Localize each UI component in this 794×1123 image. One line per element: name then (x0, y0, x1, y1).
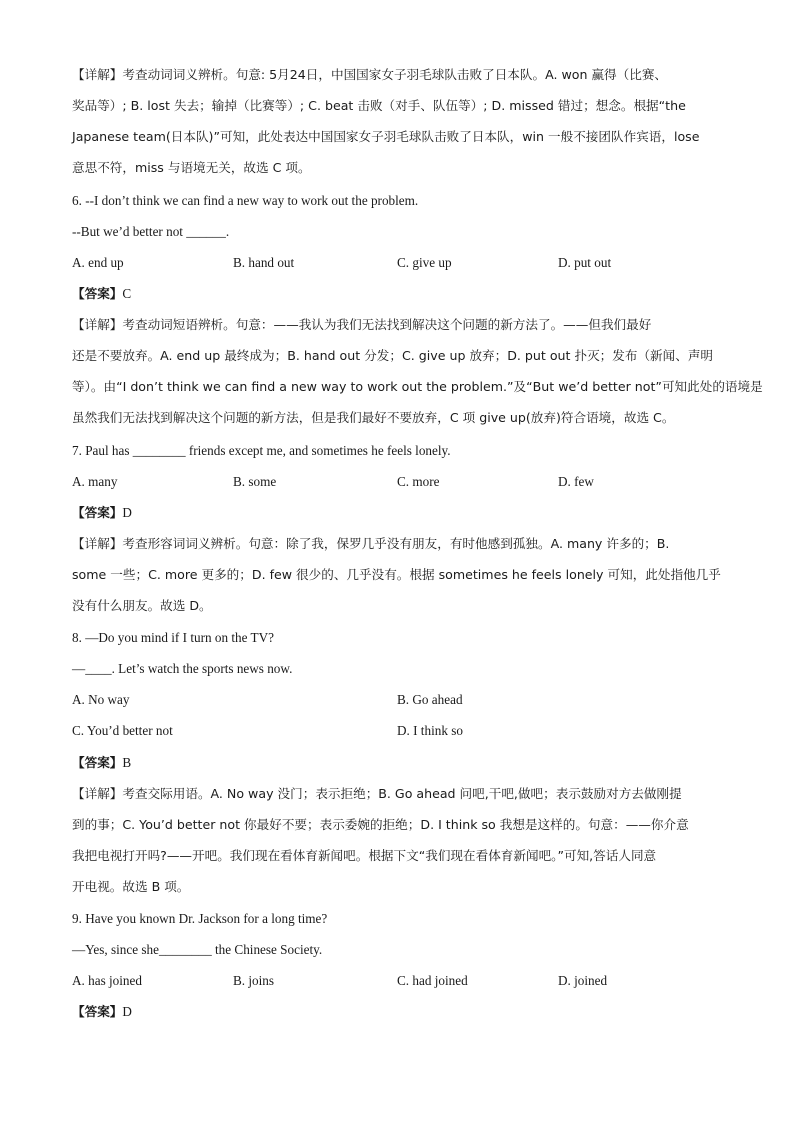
answer-label: 【答案】 (72, 505, 123, 520)
q8-line2: —____. Let’s watch the sports news now. (72, 661, 293, 676)
q5-detail-line-3: Japanese team(日本队)”可知，此处表达中国国家女子羽毛球队击败了日本队，win 一般不接团队作宾语，lose (72, 129, 700, 144)
q9-answer-value: D (122, 1004, 132, 1019)
q8-option-c: C. You’d better not (72, 723, 173, 738)
q9-option-d: D. joined (558, 973, 608, 988)
q8-detail-line-3: 我把电视打开吗?——开吧。我们现在看体育新闻吧。根据下文“我们现在看体育新闻吧。”可知,答话人同意 (72, 848, 657, 863)
q8-detail-line-4: 开电视。故选 B 项。 (72, 879, 190, 894)
q7-option-d: D. few (558, 474, 594, 489)
q9-option-b: B. joins (233, 973, 275, 988)
q8-stem: 8. —Do you mind if I turn on the TV? (72, 630, 274, 645)
q8-detail-line-2: 到的事；C. You’d better not 你最好不要；表示委婉的拒绝；D. I think so 我想是这样的。句意：——你介意 (72, 817, 689, 832)
q6-option-d: D. put out (558, 255, 612, 270)
answer-label: 【答案】 (72, 1004, 123, 1019)
q9-option-c: C. had joined (397, 973, 468, 988)
q6-detail-line-1: 【详解】考查动词短语辨析。句意：——我认为我们无法找到解决这个问题的新方法了。——但我们最好 (72, 317, 652, 332)
q5-detail-line-2: 奖品等）; B. lost 失去；输掉（比赛等）; C. beat 击败（对手、队伍等）; D. missed 错过；想念。根据“the (72, 98, 686, 113)
q5-detail-line-4: 意思不符，miss 与语境无关，故选 C 项。 (72, 160, 311, 175)
q6-option-a: A. end up (72, 255, 124, 270)
q6-detail-line-3: 等）。由“I don’t think we can find a new way to work out the problem.”及“But we’d better not”可知此处的语境是 (72, 379, 763, 394)
q6-answer-value: C (122, 286, 132, 301)
q7-option-a: A. many (72, 474, 118, 489)
q7-detail-line-3: 没有什么朋友。故选 D。 (72, 598, 212, 613)
q5-detail-line-1: 【详解】考查动词词义辨析。句意: 5月24日，中国国家女子羽毛球队击败了日本队。A. won 赢得（比赛、 (72, 67, 668, 82)
q7-stem: 7. Paul has ________ friends except me, and sometimes he feels lonely. (72, 443, 451, 458)
q9-option-a: A. has joined (72, 973, 142, 988)
q6-detail-line-2: 还是不要放弃。A. end up 最终成为；B. hand out 分发；C. give up 放弃；D. put out 扑灭；发布（新闻、声明 (72, 348, 714, 363)
q8-option-a: A. No way (72, 692, 130, 707)
q7-answer-value: D (122, 505, 132, 520)
q6-detail-line-4: 虽然我们无法找到解决这个问题的新方法，但是我们最好不要放弃，C 项 give up(放弃)符合语境，故选 C。 (72, 410, 675, 425)
answer-label: 【答案】 (72, 755, 123, 770)
q6-stem: 6. --I don’t think we can find a new way to work out the problem. (72, 193, 419, 208)
q8-option-d: D. I think so (397, 723, 463, 738)
q7-detail-line-2: some 一些；C. more 更多的；D. few 很少的、几乎没有。根据 sometimes he feels lonely 可知，此处指他几乎 (72, 567, 721, 582)
q8-answer-value: B (122, 755, 132, 770)
q8-detail-line-1: 【详解】考查交际用语。A. No way 没门；表示拒绝；B. Go ahead 问吧,干吧,做吧；表示鼓励对方去做刚提 (72, 786, 682, 801)
q6-line2: --But we’d better not ______. (72, 224, 230, 239)
q8-option-b: B. Go ahead (397, 692, 463, 707)
q8-answer (72, 754, 732, 772)
q7-answer (72, 504, 732, 522)
q6-option-b: B. hand out (233, 255, 295, 270)
q7-option-b: B. some (233, 474, 277, 489)
q9-answer (72, 1003, 732, 1021)
q7-option-c: C. more (397, 474, 440, 489)
answer-label: 【答案】 (72, 286, 123, 301)
q6-answer (72, 285, 732, 303)
q6-option-c: C. give up (397, 255, 452, 270)
q7-detail-line-1: 【详解】考查形容词词义辨析。句意：除了我，保罗几乎没有朋友，有时他感到孤独。A. many 许多的；B. (72, 536, 670, 551)
q9-line2: —Yes, since she________ the Chinese Society. (72, 942, 323, 957)
q9-stem: 9. Have you known Dr. Jackson for a long time? (72, 911, 328, 926)
